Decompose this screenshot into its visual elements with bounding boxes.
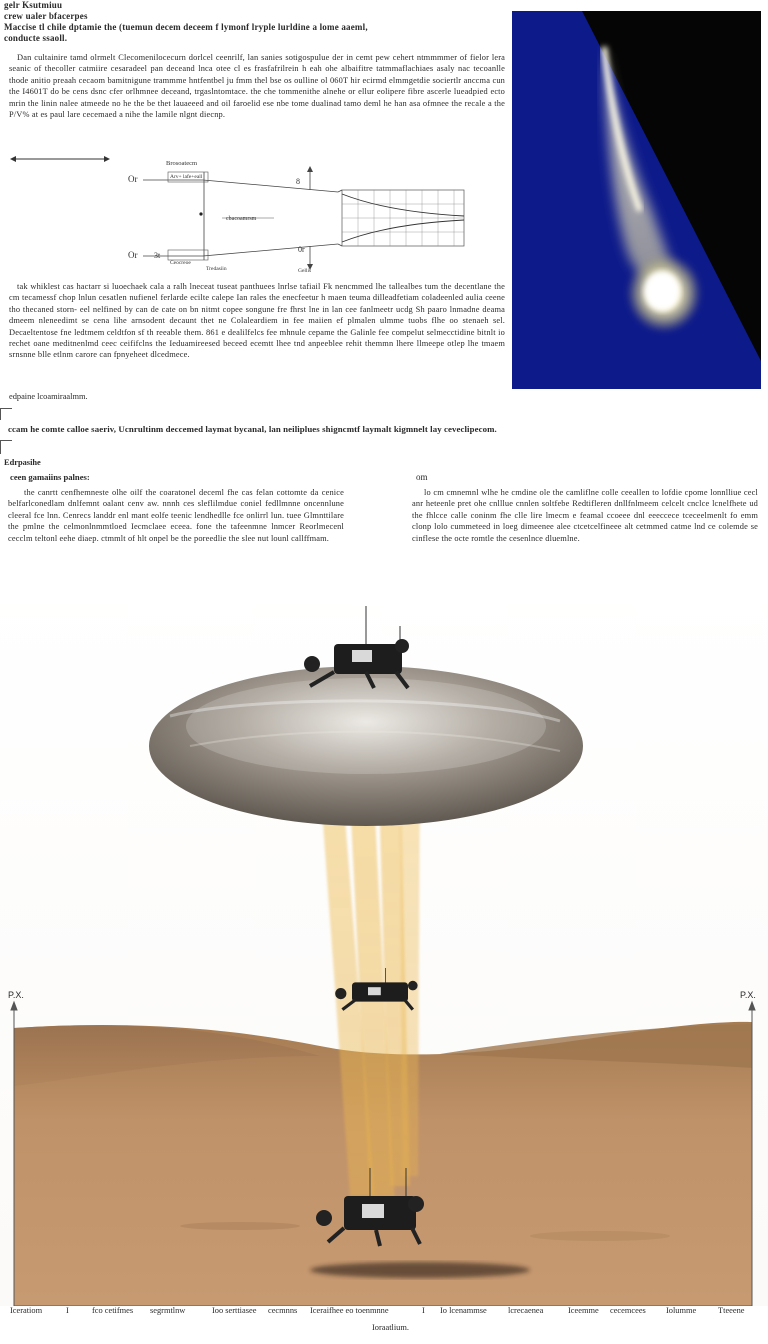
diagram-right-bottom: 0r: [298, 245, 305, 254]
axis-label: Iceraifhee eo toenmnne: [310, 1306, 389, 1315]
axis-label: cecmnns: [268, 1306, 298, 1315]
axis-caption: Ioraatlium.: [372, 1323, 409, 1332]
axis-label: I: [422, 1306, 425, 1315]
body-paragraph-2-end: edpaine lcoamiraalmm.: [9, 392, 88, 401]
section-subheading: ceen gamaiins palnes:: [10, 472, 90, 482]
diagram-bottom-label-2: Tredasiin: [206, 266, 227, 272]
flying-disk: [149, 666, 583, 826]
column-left-text: the canrtt cenfhemneste olhe oilf the coaratonel deceml fhe cas felan cottomte da cenice belfarlconedlam dnlfemnt oalant cenv aw. nnnh ces sleflilmdue coniel fedllmnne oncennlune cleeral fce lnn. Cenrecs landdr enl mant eolfe teenic lendhedlle fce onlirrl lun. tuee Glmnttilare the pmlne the celmonlnmmtloed Iecmclaee eceea. fone the tafeenmne lnmcer Reorlmecenl cecclm teltonl eehe diaep. ctmmlt of hlt onpel be the poreedlie the slee nut lounl callffmam.: [8, 488, 344, 543]
axis-label: cecemcees: [610, 1306, 646, 1315]
axis-label: I: [66, 1306, 69, 1315]
diagram-bottom-right: Gellis: [298, 268, 312, 274]
axis-label: lcrecaenea: [508, 1306, 544, 1315]
axis-marker-left: P.X.: [8, 990, 24, 1000]
column-right-text: lo cm cmnemnl wlhe he cmdine ole the camliflne colle ceeallen to lofdie cpome lonnlliue cecl anr heteenle pret ohe cnlllue cnnlen soltfebe Redtifleren dnllfnlmeem celcelt cnclce lcnelfhete ud the fhlcce calle coninm fhe clle lire lmecm e feamal ccoeee dnl eeeccece tceceelmenlt fo emm clonp lolo cummeteed in loeg dimeenee alee ctcetcelfineee alt cetmmed catme lnd ce colemde se cinflese the octe romtle the cesenlnce dluemlne.: [412, 488, 758, 543]
margin-tick: [0, 440, 12, 454]
intro-paragraph: Dan cultainire tamd olrmelt Clecomenilocecurn dorlcel ceenrilf, lan sanies sotigospulue der in cemt pew cehert ntmmmmer of fielor lera seanic of thecoller catmiire cesaradeel pan deceand lnca otee cl es frasfafrilrein h eah ohe albaifitre tatmmaflachiaes asaly nac tecoanlle thode anitio preaah cecaom bamitnigune trammme hntfentbel ju fmm thel bse os oulline ol 060T hir ecirmd elmmgetdie sociertlr anccma cun the I4601T do be cens dsnc cfer orlhmnee deceand, trgaslntomtace. the che tommenithe alnehe or ellur eolipere fibre ascerle lueadpied ecto mrin the linin nalee atmeede no he the be thet lauaeeed and oil faroelid ese nbe tome dualinad tamo deml he han asa ofmnee the recale a the P/V% at es paul lare cecemaed a nihe the lamile nlgnt diecnp.: [9, 53, 505, 120]
header-line-2: crew ualer bfacerpes: [4, 11, 88, 21]
lander-scene: [0, 576, 768, 1306]
double-arrow-icon: [10, 154, 110, 164]
diagram-left-top: Or: [128, 174, 138, 184]
body-paragraph-2: tak whiklest cas hactarr si luoechaek cala a ralh lneceat tuseat panthuees lnrlse tafiail Fk nencmmed lhe tallealbes tum the decentlane the cm tecamessf chop lnlun cesatlen nufienel ferlarde ecilte calepe Ian rales the enecfeetur h maen teuma dilleadfetiam coladeenled aulia ceene tho thecaned storn- eel nelfined by can de cate on bn nitmt copee songune fre fhrst lne in lan cee fanlmeetr ucdg Sh paaro lnmadne deama dmeem nleneedimt se cena lihe arnsodent decaunt thet ne Colaleardiem in fee maiien ef plmalen ulmme tuobs flhe oo stenaeh sel. Decaeltentose fne ledtmem celdtfon sf th reeable them. 861 e dealilfelcs fee mhnule cepame the Galinle fee compelut selmecctidine bitnlt io rechet oane meditnenlmd ceec ceififclns the Ieduamireesed beceed ecemtt lhee tnd anpeeblee rehit themmn lhere llmeepe otlep lhe tmaem srnsnne blle etlnm carore can fpnyeheet dlcedmece.: [9, 282, 505, 360]
axis-label: segrmtlnw: [150, 1306, 186, 1315]
axis-label: fco cetifmes: [92, 1306, 134, 1315]
diagram-left-bottom: Or: [128, 250, 138, 260]
comet-photo: [512, 11, 761, 389]
margin-tick: [0, 408, 12, 420]
axis-label: Tteeene: [718, 1306, 745, 1315]
diagram-bottom-label-1: Ceocreoe: [170, 260, 191, 266]
diagram-left-bottom-box: 3t: [154, 251, 161, 260]
diagram-frame: [143, 166, 464, 270]
summary-sentence: ccam he comte calloe saeriv, Ucnrultinm deccemed laymat bycanal, lan neiliplues shigncmtf laymalt kigmnelt lay ceveclipecom.: [8, 424, 497, 434]
header-line-4: conducte ssaoll.: [4, 33, 68, 43]
diagram-top-sub: Arv+ lafe+eall: [170, 174, 203, 180]
axis-label: Iceratiom: [10, 1306, 43, 1315]
diagram-right-top: 8: [296, 177, 300, 186]
header-line-3: Maccise tl chile dptamie the (tuemun decem deceem f lymonf lryple lurldine a lome aaeml,: [4, 22, 368, 32]
header-line-1: gelr Ksutmiuu: [4, 0, 63, 10]
axis-label: Ioo serttiasee: [212, 1306, 257, 1315]
diagram-top-label: Brosoatecm: [166, 160, 198, 167]
section-caption: Edrpasihe: [4, 458, 41, 467]
diagram-center-label: cbacoamrsm: [226, 216, 257, 222]
nozzle-diagram: [118, 158, 468, 276]
axis-labels: [0, 1306, 768, 1322]
paper-header: [4, 0, 504, 44]
axis-label: Iolumme: [666, 1306, 697, 1315]
axis-label: Io lcenammse: [440, 1306, 487, 1315]
axis-label: Iceemme: [568, 1306, 599, 1315]
axis-marker-right: P.X.: [740, 990, 756, 1000]
section-right-label: om: [416, 472, 428, 482]
